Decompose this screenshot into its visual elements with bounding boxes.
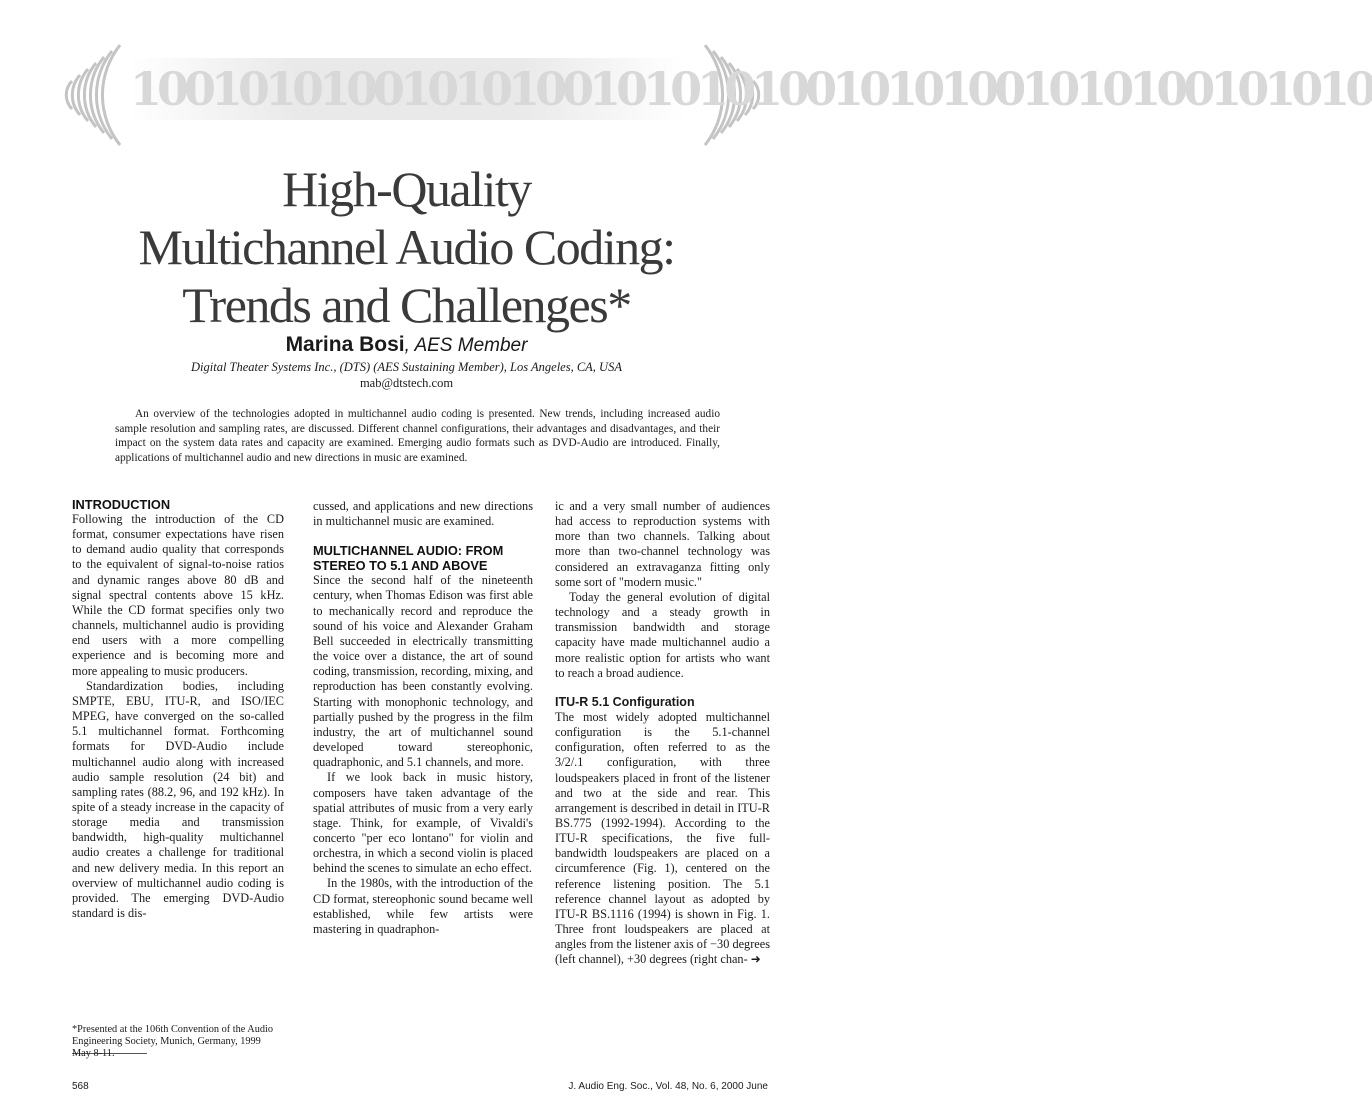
heading-line: MULTICHANNEL AUDIO: FROM [313, 543, 504, 559]
subsection-heading-itu-r: ITU-R 5.1 Configuration [555, 694, 695, 709]
paragraph [555, 710, 770, 968]
footnote: *Presented at the 106th Convention of the Audio Engineering Society, Munich, Germany, 1999 May 8-11. [72, 1024, 274, 1059]
paragraph: Following the introduction of the CD format, consumer expectations have risen to demand audio quality that corresponds to the equivalent of signal-to-noise ratios and dynamic ranges above 80 dB and signal spectral contents above 15 kHz. While the CD format specifies only two channels, multichannel audio is providing end users with a more compelling experience and is becoming more and more appealing to music producers. [72, 512, 284, 678]
paragraph: cussed, and applications and new directions in multichannel music are examined. [313, 499, 533, 529]
column-3 [555, 499, 770, 968]
paragraph-text: The most widely adopted multichannel configuration is the 5.1-channel configuration, often referred to as the 3/2/.1 configuration, with three loudspeakers placed in front of the listener and two at the side and rear. This arrangement is described in detail in ITU-R BS.775 (1992-1994). According to the ITU-R specifications, the five full-bandwidth loudspeakers are placed on a circumference (Fig. 1), centered on the reference listening position. The 5.1 reference channel layout as adopted by ITU-R BS.1116 (1994) is shown in Fig. 1. Three front loudspeakers are placed at angles from the listener axis of −30 degrees (left channel), +30 degrees (right chan- [555, 709, 770, 967]
paragraph: In the 1980s, with the introduction of the CD format, stereophonic sound became well established, while few artists were mastering in quadraphon- [313, 876, 533, 936]
author-line [0, 333, 813, 357]
section-heading-multichannel [313, 543, 533, 573]
author-email: mab@dtstech.com [359, 376, 454, 390]
paragraph: Standardization bodies, including SMPTE, EBU, ITU-R, and ISO/IEC MPEG, have converged on the so-called 5.1 multichannel format. Forthcoming formats for DVD-Audio include multichannel audio along with increased audio sample resolution (24 bit) and sampling rates (88.2, 96, and 192 kHz). In spite of a steady increase in the capacity of storage media and transmission bandwidth, high-quality multichannel audio creates a challenge for traditional and new delivery media. In this report an overview of multichannel audio coding is provided. The emerging DVD-Audio standard is dis- [72, 678, 284, 921]
paragraph: If we look back in music history, composers have taken advantage of the spatial attributes of music from a very early stage. Think, for example, of Vivaldi's concerto "per eco lontano" for violin and orchestra, in which a second violin is placed behind the scenes to simulate an echo effect. [313, 770, 533, 876]
column-1 [72, 497, 284, 921]
paper-title [0, 160, 813, 334]
column-2 [313, 499, 533, 937]
abstract: An overview of the technologies adopted in multichannel audio coding is presented. New trends, including increased audio sample resolution and sampling rates, are discussed. Different channel configurations, their advantages and disadvantages, and their impact on the system data rates and capacity are examined. Emerging audio formats such as DVD-Audio are introduced. Finally, applications of multichannel audio and new directions in music are examined. [115, 408, 720, 464]
paragraph: Since the second half of the nineteenth century, when Thomas Edison was first able to mechanically record and reproduce the sound of his voice and Alexander Graham Bell succeeded in electrically transmitting the voice over a distance, the art of sound coding, transmission, recording, mixing, and reproduction has been constantly evolving. Starting with monophonic technology, and partially pushed by the progress in the film industry, the art of multichannel sound developed toward stereophonic, quadraphonic, and 5.1 channels, and more. [313, 573, 533, 770]
binary-banner: 1001010100101010010101010010101001010100101010 [130, 58, 685, 120]
author-role: , AES Member [404, 335, 528, 356]
journal-citation: J. Audio Eng. Soc., Vol. 48, No. 6, 2000 June [568, 1081, 768, 1092]
heading-line: STEREO TO 5.1 AND ABOVE [313, 558, 488, 574]
paragraph: ic and a very small number of audiences had access to reproduction systems with more than two channels. Talking about more than two-channel technology was considered an extravaganza fitting only some sort of "modern music." [555, 499, 770, 589]
page-number: 568 [72, 1081, 89, 1092]
speaker-waves-left-icon [20, 15, 130, 165]
author-affiliation: Digital Theater Systems Inc., (DTS) (AES Sustaining Member), Los Angeles, CA, USA [191, 360, 622, 374]
title-line-3: Trends and Challenges* [182, 277, 631, 333]
continue-arrow-icon: ➜ [750, 952, 761, 967]
title-line-1: High-Quality [282, 161, 531, 217]
title-line-2: Multichannel Audio Coding: [138, 219, 675, 275]
author-name: Marina Bosi [285, 333, 405, 356]
paragraph: Today the general evolution of digital technology and a steady growth in transmission bandwidth and storage capacity have made multichannel audio a more realistic option for artists who want to reach a broad audience. [555, 589, 770, 680]
section-heading-introduction: INTRODUCTION [72, 497, 171, 512]
